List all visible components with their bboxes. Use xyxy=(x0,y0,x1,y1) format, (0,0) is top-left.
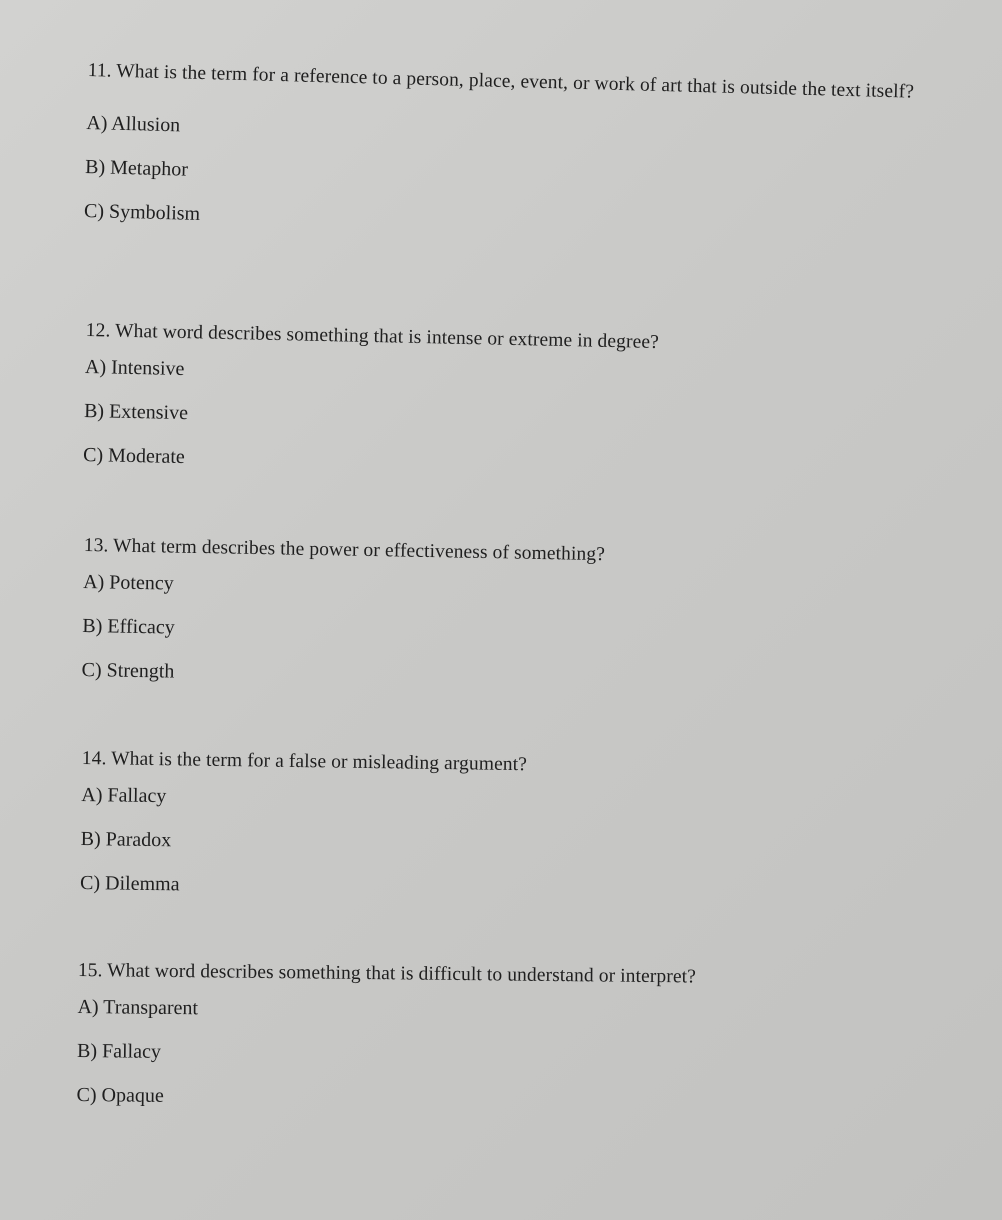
question-number: 14. xyxy=(81,748,107,770)
question-13 xyxy=(81,535,605,690)
option-a: A) Potency xyxy=(82,571,174,595)
option-b: B) Paradox xyxy=(80,828,172,852)
question-number: 12. xyxy=(85,320,111,342)
question-prompt: What word describes something that is intense or extreme in degree? xyxy=(114,320,660,353)
answer-options xyxy=(84,112,917,244)
answer-options xyxy=(83,356,658,478)
answer-options xyxy=(81,571,604,690)
option-b: B) Metaphor xyxy=(84,155,189,181)
option-a: A) Transparent xyxy=(77,996,199,1020)
question-number: 15. xyxy=(77,960,103,982)
question-text xyxy=(86,320,660,354)
question-text xyxy=(78,960,696,989)
question-prompt: What is the term for a reference to a person, place, event, or work of art that is outside the text itself? xyxy=(116,60,915,103)
option-a: A) Fallacy xyxy=(81,784,167,808)
option-c: C) Moderate xyxy=(82,444,186,469)
option-c: C) Opaque xyxy=(76,1084,164,1108)
option-a: A) Intensive xyxy=(84,356,185,381)
answer-options xyxy=(76,996,695,1112)
option-b: B) Efficacy xyxy=(82,615,175,640)
question-12 xyxy=(83,320,659,478)
question-text xyxy=(84,535,606,567)
question-15 xyxy=(76,960,696,1113)
question-number: 11. xyxy=(87,60,112,82)
option-c: C) Strength xyxy=(81,659,175,684)
question-text xyxy=(82,748,527,777)
option-c: C) Dilemma xyxy=(79,872,180,896)
option-c: C) Symbolism xyxy=(83,199,201,225)
option-b: B) Extensive xyxy=(83,400,189,425)
question-prompt: What term describes the power or effectiveness of something? xyxy=(112,535,606,566)
question-number: 13. xyxy=(83,535,109,557)
question-14 xyxy=(80,748,527,901)
option-b: B) Fallacy xyxy=(76,1040,162,1064)
question-text xyxy=(87,60,917,104)
answer-options xyxy=(80,784,527,900)
option-a: A) Allusion xyxy=(86,111,181,137)
question-prompt: What is the term for a false or misleading argument? xyxy=(111,748,528,776)
question-prompt: What word describes something that is difficult to understand or interpret? xyxy=(107,960,697,988)
question-11 xyxy=(84,60,918,244)
